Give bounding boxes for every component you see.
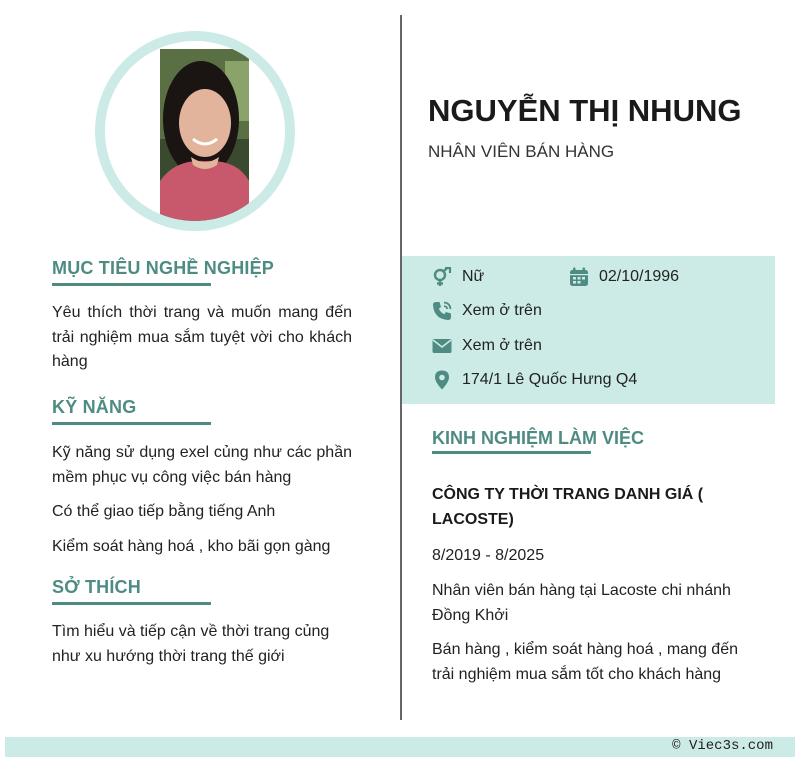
experience-title: KINH NGHIỆM LÀM VIỆC (432, 428, 645, 448)
birthdate-value: 02/10/1996 (599, 268, 680, 285)
experience-company: CÔNG TY THỜI TRANG DANH GIÁ ( LACOSTE) (432, 486, 704, 528)
calendar-icon (569, 267, 589, 287)
email-icon (432, 336, 452, 356)
contact-panel (402, 256, 775, 404)
experience-period: 8/2019 - 8/2025 (432, 547, 545, 564)
skill-item: Có thể giao tiếp bằng tiếng Anh (52, 503, 276, 520)
experience-underline (432, 451, 591, 454)
location-icon (432, 370, 452, 390)
hobbies-text: Tìm hiểu và tiếp cận về thời trang củng như xu hướng thời trang thế giới (52, 623, 330, 665)
footer-credit: © Viec3s.com (672, 738, 773, 754)
hobbies-underline (52, 602, 211, 605)
candidate-name: NGUYỄN THỊ NHUNG (428, 93, 742, 128)
objective-underline (52, 283, 211, 286)
skills-title: KỸ NĂNG (52, 397, 137, 417)
experience-description: Bán hàng , kiểm soát hàng hoá , mang đến trải nghiệm mua sắm tốt cho khách hàng (432, 641, 738, 683)
phone-value: Xem ở trên (462, 302, 542, 319)
footer-bar (5, 737, 795, 757)
gender-value: Nữ (462, 268, 485, 285)
objective-title: MỤC TIÊU NGHỀ NGHIỆP (52, 258, 275, 278)
hobbies-title: SỞ THÍCH (52, 577, 141, 597)
profile-photo (105, 41, 285, 221)
objective-text: Yêu thích thời trang và muốn mang đến trải nghiệm mua sắm tuyệt vời cho khách hàng (52, 304, 352, 370)
skill-item: Kỹ năng sử dụng exel củng như các phần mềm phục vụ công việc bán hàng (52, 444, 352, 486)
job-title: NHÂN VIÊN BÁN HÀNG (428, 142, 615, 161)
phone-icon (432, 301, 452, 321)
skills-underline (52, 422, 211, 425)
experience-role: Nhân viên bán hàng tại Lacoste chi nhánh Đồng Khởi (432, 582, 731, 624)
skill-item: Kiểm soát hàng hoá , kho bãi gọn gàng (52, 538, 331, 555)
avatar (95, 31, 295, 231)
email-value: Xem ở trên (462, 337, 542, 354)
address-value: 174/1 Lê Quốc Hưng Q4 (462, 371, 638, 388)
gender-icon (432, 267, 452, 287)
